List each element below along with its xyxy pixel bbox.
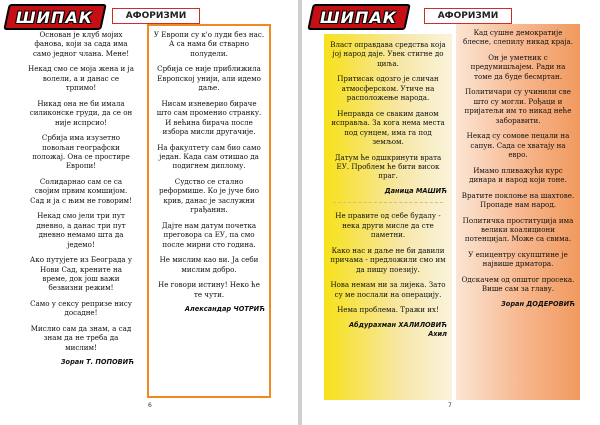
page-number: 6 [148,402,152,409]
divider [333,202,443,203]
aphorism: Власт оправдава средства која јој народ даје. Увек стигне до циља. [330,40,446,68]
aphorism: Имамо пливажући курс динара и народ који тоне. [469,165,567,185]
aphorism: Вратите поклоње на шахтове. Пропаде нам народ. [461,190,575,210]
aphorism: Само у сексу репризе нису досадне! [30,299,132,318]
logo-text: ШИПАК [320,7,398,27]
aphorism: Никад она не би имала силиконске груди, да се он није испрсио! [29,98,133,127]
aphorism: Дајте нам датум почетка преговора са ЕУ, па смо после мирни сто година. [161,220,257,249]
aphorism: Солидарнао сам се са својим првим комшијом. Сад и ја с њим не говорим! [30,177,132,205]
magazine-logo [307,4,411,30]
page-number: 7 [448,402,452,409]
aphorism: Политичари су учинили све што су могли. Рођаци и пријатељи им то никад неће заборавити. [464,87,572,125]
aphorism: Ако путујете из Београда у Нови Сад, крените на време, док још важи безвизни режим! [29,255,133,293]
aphorism-column-cotric [147,24,271,398]
aphorism: Кад сушне демократије блесне, слепилу никад краја. [462,28,574,47]
aphorism: Србија се није приближила Европској унији, али идемо даље. [157,64,261,93]
aphorism: Не правите од себе будалу - нека други мисле да сте паметни. [335,211,441,240]
aphorism: Нова немам ни за лијека. Зато су ме послали на операцију. [330,280,446,299]
aphorism: Не мислим као ви. Ја себи мислим добро. [159,255,259,274]
logo-text: ШИПАК [16,7,94,27]
aphorism: Одскачем од општог просека. Више сам за главу. [461,275,575,294]
author-signature: Зоран ДОДЕРОВИЋ [501,300,575,309]
aphorism: Притисак одозго је сличан атмосферском. Утиче на расположење народа. [337,74,439,103]
aphorism: Србија има изузетно повољан географски положај. Она се простире Европи! [32,133,130,171]
aphorism: Датум ће одшкринути врата ЕУ. Проблем ће бити висок праг. [334,152,442,181]
right-page [302,0,600,425]
aphorism: На факултету сам био само један. Када сам отишао да подигнем диплому. [157,142,261,171]
aphorism: Судство се стално реформише. Ко је јуче био крив, данас је заслужни грађанин. [158,177,260,215]
aphorism: Мислио сам да знам, а сад знам да не треба да мислим! [30,324,132,352]
author-signature: Зоран Т. ПОПОВИЋ [60,358,134,367]
section-title: АФОРИЗМИ [112,8,200,24]
aphorism: У епицентру скупштине је највише дрматора. [468,250,568,269]
left-page [0,0,298,425]
aphorism: Основан је клуб мојих фанова, који за сада има само једног члана. Мене! [32,30,130,58]
aphorism: Нема проблема. Тражи их! [337,305,439,315]
section-title: АФОРИЗМИ [424,8,512,24]
aphorism-column-popovic [24,26,138,398]
aphorism: Некад су сомове пецали на сапун. Сада се хватају на евро. [466,131,570,160]
aphorism: Некад смо јели три пут дневно, а данас три пут дневно немамо шта да једемо! [36,211,126,249]
aphorism-column-masic-halilovic [324,34,452,400]
aphorism: Нисам изневерио бираче што сам променио странку. И већина бирача после избора мисли другачије. [156,98,262,137]
aphorism-column-doderovic [456,24,580,400]
aphorism: Како нас и даље не би давили причама - предложили смо им да пишу поезију. [330,245,446,274]
aphorism: Не говори истину! Неко ће те чути. [158,280,260,299]
author-signature: Даница МАШИЋ [384,187,447,196]
aphorism: Он је уметник с предумишљајем. Ради на томе да буде бесмртан. [470,53,566,81]
aphorism: Неправда се сваким даном исправља. За кога нема места под сунцем, има га под земљом. [331,108,445,147]
aphorism: Политичка проституција има велики коалициони потенцијал. Може са свима. [462,215,574,244]
author-signature: Александар ЧОТРИЋ [184,305,265,314]
aphorism: У Европи су к'о луди без нас. А са нама би стварно полудели. [153,30,265,58]
aphorism: Некад смо се моја жена и ја волели, а и данас се трпимо! [28,64,134,93]
author-signature: Абдурахман ХАЛИЛОВИЋ Ахил [348,320,447,339]
